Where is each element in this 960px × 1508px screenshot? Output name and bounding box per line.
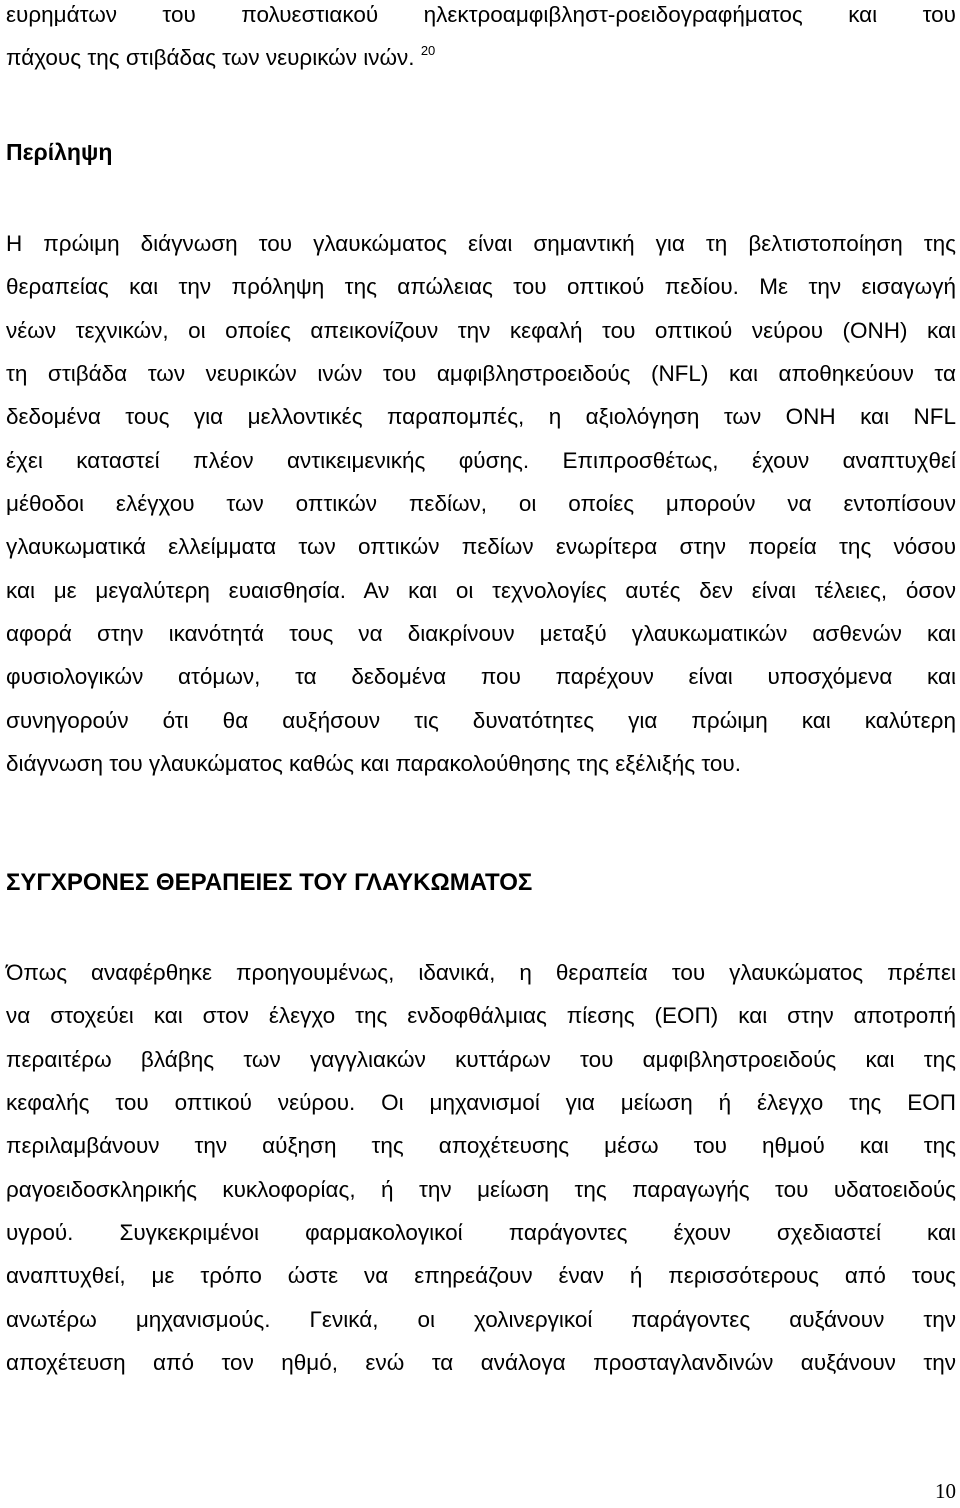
- summary-line: έχει καταστεί πλέον αντικειμενικής φύσης. Επιπροσθέτως, έχουν αναπτυχθεί: [6, 448, 956, 473]
- section-line: περαιτέρω βλάβης των γαγγλιακών κυττάρων του αμφιβληστροειδούς και της: [6, 1047, 956, 1072]
- page-number: 10: [935, 1479, 956, 1503]
- section-heading: ΣΥΓΧΡΟΝΕΣ ΘΕΡΑΠΕΙΕΣ ΤΟΥ ΓΛΑΥΚΩΜΑΤΟΣ: [6, 869, 533, 896]
- summary-line: και με μεγαλύτερη ευαισθησία. Αν και οι τεχνολογίες αυτές δεν είναι τέλειες, όσον: [6, 578, 956, 603]
- summary-line: αφορά στην ικανότητά τους να διακρίνουν μεταξύ γλαυκωματικών ασθενών και: [6, 621, 956, 646]
- summary-line: συνηγορούν ότι θα αυξήσουν τις δυνατότητες για πρώιμη και καλύτερη: [6, 708, 956, 733]
- section-line: να στοχεύει και στον έλεγχο της ενδοφθάλμιας πίεσης (ΕΟΠ) και στην αποτροπή: [6, 1003, 956, 1028]
- intro-line-1: ευρημάτων του πολυεστιακού ηλεκτροαμφιβληστ-ροειδογραφήματος και του: [6, 2, 956, 27]
- section-line: κεφαλής του οπτικού νεύρου. Οι μηχανισμοί για μείωση ή έλεγχο της ΕΟΠ: [6, 1090, 956, 1115]
- summary-heading: Περίληψη: [6, 139, 113, 165]
- intro-line-2-text: πάχους της στιβάδας των νευρικών ινών.: [6, 45, 415, 70]
- section-line: αναπτυχθεί, με τρόπο ώστε να επηρεάζουν έναν ή περισσότερους από τους: [6, 1263, 956, 1288]
- summary-line: γλαυκωματικά ελλείμματα των οπτικών πεδίων ενωρίτερα στην πορεία της νόσου: [6, 534, 956, 559]
- intro-line-2: [6, 43, 956, 73]
- summary-line: διάγνωση του γλαυκώματος καθώς και παρακολούθησης της εξέλιξής του.: [6, 751, 741, 776]
- summary-line: Η πρώιμη διάγνωση του γλαυκώματος είναι σημαντική για τη βελτιστοποίηση της: [6, 231, 956, 256]
- section-line: Όπως αναφέρθηκε προηγουμένως, ιδανικά, η θεραπεία του γλαυκώματος πρέπει: [6, 960, 956, 985]
- summary-line: θεραπείας και την πρόληψη της απώλειας του οπτικού πεδίου. Με την εισαγωγή: [6, 274, 956, 299]
- summary-line: δεδομένα τους για μελλοντικές παραπομπές, η αξιολόγηση των ΟΝΗ και NFL: [6, 404, 956, 429]
- summary-line: τη στιβάδα των νευρικών ινών του αμφιβληστροειδούς (NFL) και αποθηκεύουν τα: [6, 361, 956, 386]
- summary-line: μέθοδοι ελέγχου των οπτικών πεδίων, οι οποίες μπορούν να εντοπίσουν: [6, 491, 956, 516]
- section-line: υγρού. Συγκεκριμένοι φαρμακολογικοί παράγοντες έχουν σχεδιαστεί και: [6, 1220, 956, 1245]
- section-line: ραγοειδοσκληρικής κυκλοφορίας, ή την μείωση της παραγωγής του υδατοειδούς: [6, 1177, 956, 1202]
- section-line: ανωτέρω μηχανισμούς. Γενικά, οι χολινεργικοί παράγοντες αυξάνουν την: [6, 1307, 956, 1332]
- footnote-reference: 20: [420, 43, 436, 58]
- summary-line: νέων τεχνικών, οι οποίες απεικονίζουν την κεφαλή του οπτικού νεύρου (ΟΝΗ) και: [6, 318, 956, 343]
- section-line: αποχέτευση από τον ηθμό, ενώ τα ανάλογα προσταγλανδινών αυξάνουν την: [6, 1350, 956, 1375]
- summary-line: φυσιολογικών ατόμων, τα δεδομένα που παρέχουν είναι υποσχόμενα και: [6, 664, 956, 689]
- section-line: περιλαμβάνουν την αύξηση της αποχέτευσης μέσω του ηθμού και της: [6, 1133, 956, 1158]
